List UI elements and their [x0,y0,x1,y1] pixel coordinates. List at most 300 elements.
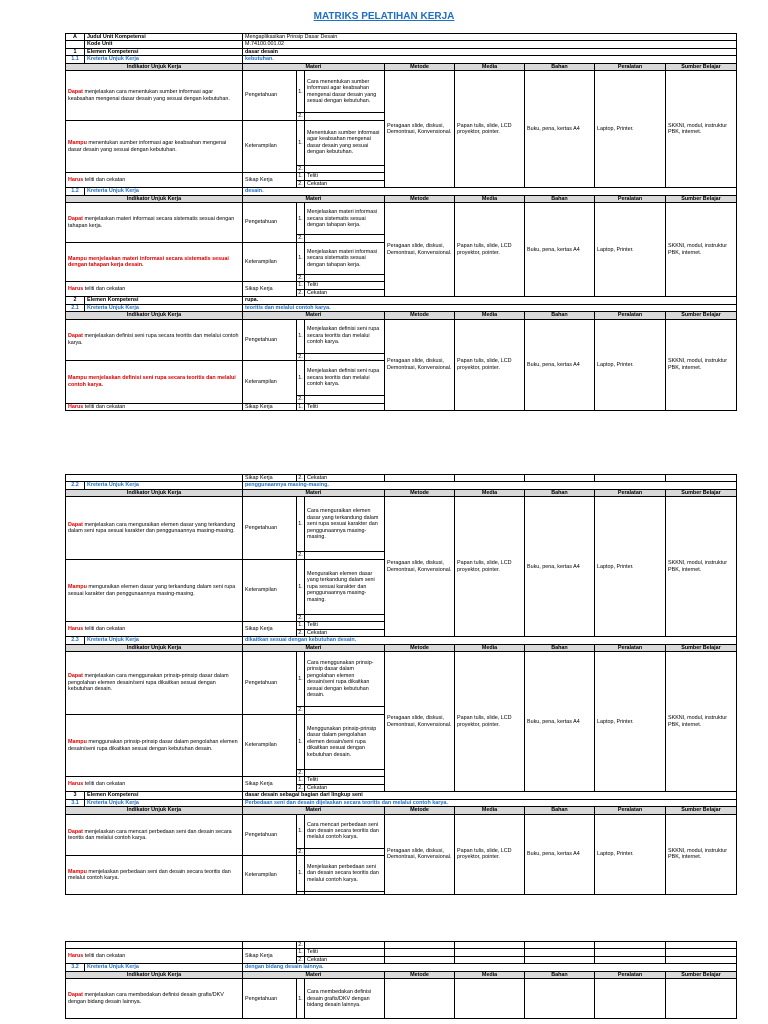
table-cell: 1. [297,497,305,552]
table-cell: Cekatan [305,629,385,636]
table-cell [66,652,243,714]
table-cell: 2. [298,552,303,559]
table-cell: rupa. [243,297,737,304]
table-cell [595,949,666,956]
kuk-row-2-1 [66,304,737,311]
unit-title-row [66,34,737,41]
cell-text: menggunakan prinsip-prinsip dasar dalam pengolahan elemen desain/seni rupa dikaitkan sesuai dengan kebutuhan desain. [68,739,238,752]
table-cell: Peragaan slide, diskusi, Demontrasi, Konvensional. [385,319,455,410]
table-cell: Sikap Kerja [243,777,297,792]
table-cell: Peralatan [595,312,666,319]
table-cell: Menjelaskan materi informasi secara sistematis sesuai dengan tahapan kerja. [305,242,385,274]
table-cell: Pengetahuan [243,497,297,559]
table-cell [66,622,243,637]
table-cell: Sumber Belajar [666,195,737,202]
table-cell: 2. [298,784,303,791]
page-title: MATRIKS PELATIHAN KERJA [313,11,455,22]
table-cell: 2. [298,475,303,481]
table-cell [666,979,737,1019]
table-cell: Buku, pena, kertas A4 [525,652,595,792]
table-cell: Cara menggunakan prinsip-prinsip dasar dalam pengolahan elemen desain/seni rupa dikaitkan sesuai dengan kebutuhan desain. [305,652,385,707]
cell-text: Harus [68,177,84,184]
table-cell [66,403,243,410]
table-cell [66,814,243,855]
table-cell: 1. [297,714,305,769]
table-cell [385,979,455,1019]
table-cell: 1. [297,814,305,848]
table-cell: 2. [298,274,303,281]
table-row [66,979,737,1019]
table-cell [525,979,595,1019]
table-cell [385,956,455,963]
cell-text: teliti dan cekatan [83,177,126,184]
table-cell: Materi [243,63,385,70]
table-cell [66,856,243,895]
cell-text: teliti dan cekatan [83,953,126,960]
kuk-row-3-1 [66,799,737,806]
table-cell: Papan tulis, slide, LCD proyektor, pointer. [455,319,525,410]
table-cell [525,956,595,963]
table-row [66,949,737,956]
table-cell: Metode [385,489,455,496]
table-cell: Papan tulis, slide, LCD proyektor, pointer. [455,497,525,637]
table-cell: 3.2 [66,964,85,971]
table-cell: Media [455,63,525,70]
table-cell: Peralatan [595,489,666,496]
cell-text: menjelaskan cara menggunakan prinsip-prinsip dasar dalam pengolahan elemen desain/seni rupa dikaitkan sesuai dengan kebutuhan desain. [68,673,229,693]
table-cell: Materi [243,807,385,814]
table-cell: 1. [298,403,303,410]
table-cell [455,475,525,482]
table-cell: Menjelaskan definisi seni rupa secara teoritis dan melalui contoh karya. [305,319,385,353]
table-cell [66,497,243,559]
table-cell: Teliti [305,403,385,410]
table-cell: 2.2 [66,482,85,489]
table-cell: Cekatan [305,475,385,482]
table-cell: Teliti [305,777,385,784]
matrix-page-1 [65,33,736,411]
table-cell: Elemen Kompetensi [85,792,243,799]
table-cell: Sikap Kerja [243,403,297,410]
table-cell: Sumber Belajar [666,807,737,814]
table-cell: Peralatan [595,195,666,202]
cell-text: Harus [68,953,84,960]
table-cell [305,353,385,360]
cell-text: Mampu [68,140,87,147]
table-cell: Mampu menjelaskan definisi seni rupa secara teoritis dan melalui contoh karya. [66,361,243,403]
cell-text: Dapat [68,992,83,999]
table-cell: Menjelaskan perbedaan seni dan desain secara teoritis dan melalui contoh karya. [305,856,385,892]
table-cell: Metode [385,195,455,202]
table-cell: Materi [243,195,385,202]
cell-text: Dapat [68,521,83,528]
table-cell [666,956,737,963]
table-cell: Cekatan [305,956,385,963]
table-cell: Bahan [525,644,595,651]
cell-text: teliti dan cekatan [83,403,126,410]
table-cell [595,979,666,1019]
table-cell: SKKNI, modul, instruktur PBK, internet. [666,497,737,637]
table-cell: Kreteria Unjuk Kerja [85,964,243,971]
table-cell [666,475,737,482]
table-cell: Keterampilan [243,120,297,172]
table-cell: Sumber Belajar [666,971,737,978]
table-cell: Elemen Kompetensi [85,48,243,55]
table-cell: 2. [298,707,303,714]
table-cell: Teliti [305,173,385,180]
table-cell: Metode [385,971,455,978]
table-cell: Media [455,644,525,651]
table-cell [66,120,243,172]
table-cell: 3 [66,792,85,799]
table-cell: SKKNI, modul, instruktur PBK, internet. [666,814,737,894]
cell-text: menjelaskan materi informasi secara sistematis sesuai dengan tahapan kerja. [68,216,235,229]
table-row [66,203,737,235]
cell-text: menjelaskan cara menentukan sumber informasi agar keabsahan mengenai dasar desain yang sesuai dengan kebutuhan. [68,89,230,102]
table-cell: Cekatan [305,180,385,187]
table-cell: Metode [385,807,455,814]
table-cell: Peragaan slide, diskusi, Demontrasi, Konvensional. [385,71,455,188]
table-cell: Perbedaan seni dan desain dijelaskan secara teoritis dan melalui contoh karya. [243,799,737,806]
table-cell: Peragaan slide, diskusi, Demontrasi, Konvensional. [385,203,455,297]
table-cell [66,41,85,48]
table-cell [305,165,385,172]
table-cell: Buku, pena, kertas A4 [525,814,595,894]
table-cell [666,949,737,956]
table-cell [66,475,243,482]
table-cell: Cara mencari perbedaan seni dan desain secara teoritis dan melalui contoh karya. [305,814,385,848]
table-cell [525,949,595,956]
table-cell: Mengaplikasikan Prinsip Dasar Desain [243,34,737,41]
table-cell: Laptop, Printer. [595,71,666,188]
table-cell [66,714,243,776]
table-cell: Menggunakan prinsip-prinsip dasar dalam pengolahan elemen desain/seni rupa dikaitkan sesuai dengan kebutuhan desain. [305,714,385,769]
table-cell: Pengetahuan [243,979,297,1019]
cell-text: menjelaskan perbedaan seni dan desain secara teoritis dan melalui contoh karya. [68,868,231,882]
table-cell: teoritis dan melalui contoh karya. [243,304,737,311]
cell-text: Harus [68,403,84,410]
cell-text: Harus [68,781,84,788]
table-cell [305,848,385,855]
table-cell: Materi [243,489,385,496]
table-cell: 2. [298,942,303,948]
table-cell [455,979,525,1019]
table-cell: Peralatan [595,644,666,651]
table-row [66,644,737,651]
cell-text: Dapat [68,216,83,223]
table-header [66,63,737,70]
table-row [66,71,737,113]
table-cell [305,396,385,403]
cell-text: menjelaskan cara menguraikan elemen dasar yang terkandung dalam seni rupa sesuai karakter dan penggunaannya masing-masing. [68,521,236,535]
table-cell [305,113,385,120]
table-cell: Kreteria Unjuk Kerja [85,304,243,311]
table-cell: Cekatan [305,289,385,296]
cell-text: Harus [68,286,84,293]
table-cell [66,979,243,1019]
table-cell [305,942,385,949]
cell-text: Mampu [68,739,87,746]
table-cell [66,942,243,949]
table-row [66,942,737,949]
cell-text: Dapat [68,673,83,680]
table-cell: Pengetahuan [243,203,297,242]
element-row-2 [66,297,737,304]
table-cell: Cara membedakan definisi desain grafis/DKV dengan bidang desain lainnya. [305,979,385,1019]
table-cell: 2. [298,629,303,636]
table-cell [66,173,243,188]
table-cell: Bahan [525,312,595,319]
table-cell: 1. [298,949,303,956]
table-cell: 2. [298,769,303,776]
table-cell: 2. [298,289,303,296]
table-row [66,971,737,978]
table-cell: Teliti [305,949,385,956]
table-cell: 2. [298,396,303,403]
table-cell: Kreteria Unjuk Kerja [85,799,243,806]
table-cell: Media [455,195,525,202]
table-cell: Indikator Unjuk Kerja [66,63,243,70]
table-cell [243,942,297,949]
table-cell [666,942,737,949]
table-cell: 1. [297,71,305,113]
table-cell: Buku, pena, kertas A4 [525,497,595,637]
table-cell: Kreteria Unjuk Kerja [85,56,243,63]
table-cell: Peragaan slide, diskusi, Demontrasi, Konvensional. [385,497,455,637]
table-cell [595,956,666,963]
table-cell: 2. [298,848,303,855]
table-cell: Peragaan slide, diskusi, Demontrasi, Konvensional. [385,652,455,792]
table-row [66,319,737,353]
table-cell: Media [455,489,525,496]
table-cell: dengan bidang desain lainnya. [243,964,737,971]
table-cell: Keterampilan [243,361,297,403]
table-cell: Elemen Kompetensi [85,297,243,304]
table-cell [305,235,385,242]
table-cell: Cara menentukan sumber informasi agar keabsahan mengenai dasar desain yang sesuai dengan kebutuhan. [305,71,385,113]
table-cell: Indikator Unjuk Kerja [66,807,243,814]
table-cell: Pengetahuan [243,71,297,120]
cell-text: menjelaskan cara mencari perbedaan seni dan desain secara teoritis dan melalui contoh karya. [68,828,232,841]
table-cell: 1. [297,120,305,165]
table-cell: Judul Unit Kompetensi [85,34,243,41]
table-cell: Sikap Kerja [243,282,297,297]
table-cell [595,942,666,949]
table-cell [525,475,595,482]
table-cell [66,559,243,621]
table-cell [455,949,525,956]
table-cell: Media [455,312,525,319]
table-cell [305,614,385,621]
cell-text: Dapat [68,828,83,835]
table-cell: 2.3 [66,637,85,644]
table-cell: Buku, pena, kertas A4 [525,203,595,297]
table-cell: Materi [243,312,385,319]
table-cell [66,777,243,792]
table-cell: Sumber Belajar [666,489,737,496]
table-cell: 1. [297,319,305,353]
table-cell: Sikap Kerja [243,622,297,637]
kuk-row-1-2 [66,188,737,195]
table-cell: Bahan [525,971,595,978]
table-cell: Keterampilan [243,559,297,621]
table-cell: 2. [298,614,303,621]
table-cell: Pengetahuan [243,319,297,360]
table-cell: 2. [298,113,303,120]
cell-text: menjelaskan definisi seni rupa secara teoritis dan melalui contoh karya. [68,333,239,346]
table-cell: Indikator Unjuk Kerja [66,644,243,651]
table-cell [66,71,243,120]
table-cell: 1. [297,979,305,1019]
table-cell: Indikator Unjuk Kerja [66,312,243,319]
table-cell: Teliti [305,622,385,629]
cell-text: Dapat [68,333,83,340]
table-cell: Buku, pena, kertas A4 [525,319,595,410]
table-cell: Menentukan sumber informasi agar keabsahan mengenai dasar desain yang sesuai dengan kebutuhan. [305,120,385,165]
table-cell [305,274,385,281]
table-cell: Laptop, Printer. [595,203,666,297]
table-cell: Papan tulis, slide, LCD proyektor, pointer. [455,814,525,894]
table-row [66,489,737,496]
table-cell [385,475,455,482]
table-cell: 1. [298,777,303,784]
table-cell: penggunaannya masing-masing. [243,482,737,489]
table-cell: Indikator Unjuk Kerja [66,971,243,978]
table-cell: Laptop, Printer. [595,652,666,792]
table-cell [385,949,455,956]
table-cell: Teliti [305,282,385,289]
table-cell: Kreteria Unjuk Kerja [85,188,243,195]
unit-code-row [66,41,737,48]
table-cell: dikaitkan sesuai dengan kebutuhan desain. [243,637,737,644]
table-cell: 2. [298,180,303,187]
table-cell: 1.1 [66,56,85,63]
table-row [66,814,737,848]
table-cell: Peralatan [595,971,666,978]
table-cell: 2. [298,235,303,242]
table-cell: Media [455,807,525,814]
cell-text: menjelaskan cara membedakan definisi desain grafis/DKV dengan bidang desain lainnya. [68,992,224,1005]
table-cell [66,949,243,964]
table-cell: Bahan [525,807,595,814]
table-cell [525,942,595,949]
table-cell: Bahan [525,489,595,496]
table-cell: Metode [385,644,455,651]
table-row [66,807,737,814]
table-cell: 1. [298,173,303,180]
kuk-row-3-2 [66,964,737,971]
table-cell: Sumber Belajar [666,644,737,651]
table-cell: Sikap Kerja [243,173,297,188]
table-cell: M.74100.001.02 [243,41,737,48]
table-cell: 1 [66,48,85,55]
table-cell: 2.1 [66,304,85,311]
table-cell: Sikap Kerja [243,475,297,482]
table-cell: Sumber Belajar [666,63,737,70]
table-cell: 1. [297,559,305,614]
table-cell: 1. [297,203,305,235]
matrix-page-3 [65,941,736,1019]
cell-text: Mampu [68,868,87,875]
cell-text: Dapat [68,89,83,96]
table-cell: Buku, pena, kertas A4 [525,71,595,188]
table-row [66,475,737,482]
table-cell: SKKNI, modul, instruktur PBK, internet. [666,652,737,792]
table-cell [66,282,243,297]
table-cell [305,769,385,776]
table-cell: Menjelaskan materi informasi secara sistematis sesuai dengan tahapan kerja. [305,203,385,235]
table-cell [385,942,455,949]
table-cell: Keterampilan [243,714,297,776]
table-cell: kebutuhan. [243,56,737,63]
table-cell: Indikator Unjuk Kerja [66,195,243,202]
table-cell: 1.2 [66,188,85,195]
table-cell: Kreteria Unjuk Kerja [85,482,243,489]
table-cell: Materi [243,644,385,651]
table-cell: Bahan [525,63,595,70]
table-cell: Sikap Kerja [243,949,297,964]
table-cell: Laptop, Printer. [595,497,666,637]
table-cell: 1. [297,856,305,892]
table-cell: Papan tulis, slide, LCD proyektor, pointer. [455,71,525,188]
cell-text: Harus [68,626,84,633]
table-cell: Peralatan [595,807,666,814]
table-cell: 2 [66,297,85,304]
cell-text: teliti dan cekatan [83,626,126,633]
element-row-1 [66,48,737,55]
table-cell: Media [455,971,525,978]
table-cell [455,956,525,963]
table-cell: Pengetahuan [243,814,297,855]
table-row [66,652,737,707]
table-cell: dasar desain sebagai bagian dari lingkup seni [243,792,737,799]
kuk-row-1-1 [66,56,737,63]
table-cell: Laptop, Printer. [595,319,666,410]
table-cell: 3.1 [66,799,85,806]
cell-text: menguraikan elemen dasar yang terkandung dalam seni rupa sesuai karakter dan penggunaannya masing-masing. [68,584,236,597]
cell-text: menentukan sumber informasi agar keabsahan mengenai dasar desain yang sesuai dengan kebutuhan. [68,140,227,153]
table-cell: Metode [385,63,455,70]
table-cell: Kode Unit [85,41,243,48]
table-cell [455,942,525,949]
table-cell [66,203,243,242]
table-cell [66,319,243,360]
table-cell: Cekatan [305,784,385,791]
table-cell [595,475,666,482]
table-cell: Menjelaskan definisi seni rupa secara teoritis dan melalui contoh karya. [305,361,385,396]
table-cell: 2. [298,165,303,172]
table-cell: 2. [298,353,303,360]
table-cell [305,892,385,895]
table-cell: 1. [298,282,303,289]
table-cell: Mampu menjelaskan materi informasi secara sistematis sesuai dengan tahapan kerja desain. [66,242,243,281]
table-cell: Papan tulis, slide, LCD proyektor, pointer. [455,652,525,792]
table-cell: SKKNI, modul, instruktur PBK, internet. [666,203,737,297]
table-cell: Materi [243,971,385,978]
table-cell: 2. [298,956,303,963]
table-cell: dasar desain [243,48,737,55]
table-cell: 1. [297,652,305,707]
cell-text: Mampu [68,584,87,591]
table-row [66,195,737,202]
table-cell [305,707,385,714]
table-cell: 1. [297,361,305,396]
table-cell: desain. [243,188,737,195]
table-cell: SKKNI, modul, instruktur PBK, internet. [666,71,737,188]
table-cell: 1. [297,242,305,274]
table-row [66,312,737,319]
matrix-page-2 [65,474,736,895]
